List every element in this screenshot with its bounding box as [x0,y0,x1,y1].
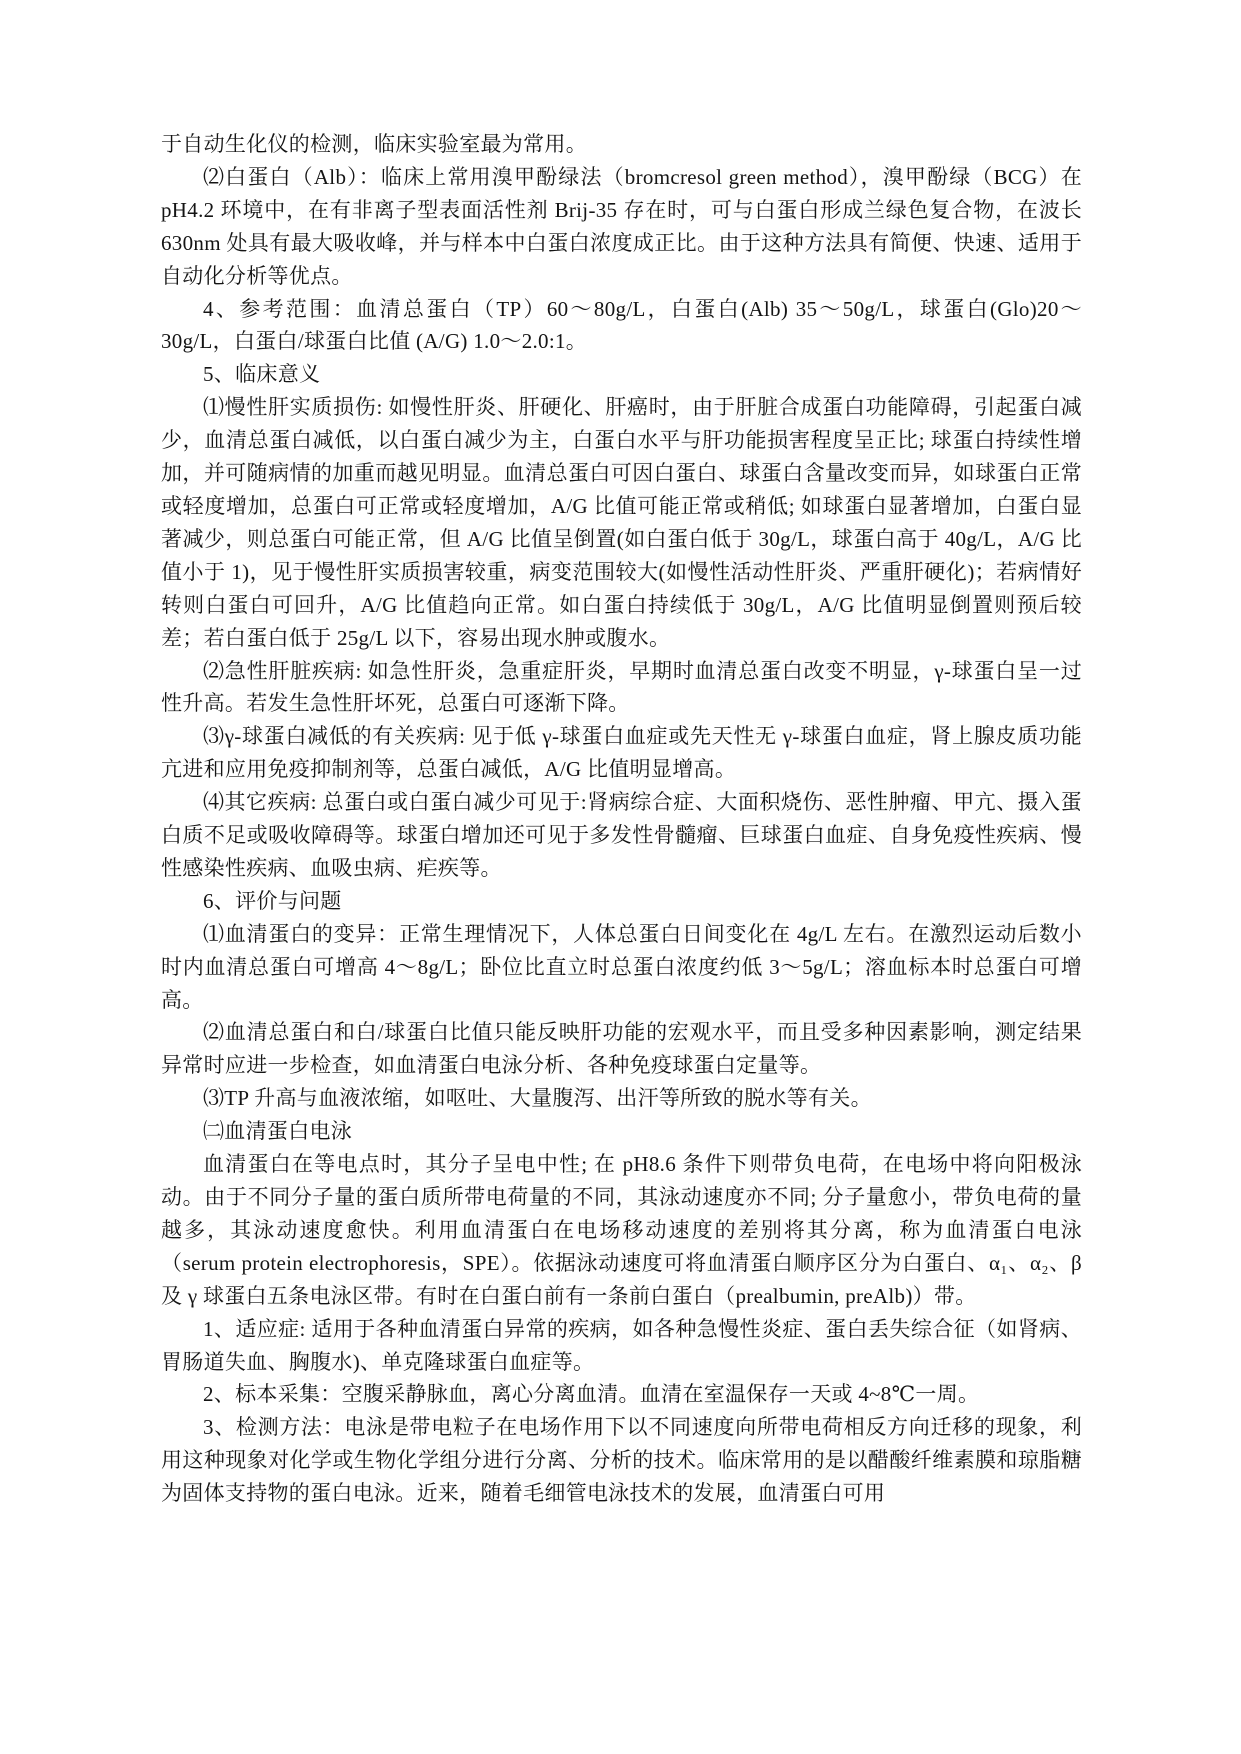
paragraph: ⑷其它疾病: 总蛋白或白蛋白减少可见于:肾病综合症、大面积烧伤、恶性肿瘤、甲亢、摄入蛋白质不足或吸收障碍等。球蛋白增加还可见于多发性骨髓瘤、巨球蛋白血症、自身免疫性疾病、慢性感染性疾病、血吸虫病、疟疾等。 [161,790,1082,880]
paragraph: ⑵白蛋白（Alb）：临床上常用溴甲酚绿法（bromcresol green method），溴甲酚绿（BCG）在 pH4.2 环境中，在有非离子型表面活性剂 Brij-35 存在时，可与白蛋白形成兰绿色复合物，在波长 630nm 处具有最大吸收峰，并与样本中白蛋白浓度成正比。由于这种方法具有简便、快速、适用于自动化分析等优点。 [161,164,1082,288]
paragraph: ⑵急性肝脏疾病: 如急性肝炎，急重症肝炎，早期时血清总蛋白改变不明显，γ-球蛋白呈一过性升高。若发生急性肝坏死，总蛋白可逐渐下降。 [161,658,1082,716]
paragraph: ⑵血清总蛋白和白/球蛋白比值只能反映肝功能的宏观水平，而且受多种因素影响，测定结果异常时应进一步检查，如血清蛋白电泳分析、各种免疫球蛋白定量等。 [161,1020,1082,1078]
paragraph: ⑴血清蛋白的变异：正常生理情况下，人体总蛋白日间变化在 4g/L 左右。在激烈运动后数小时内血清总蛋白可增高 4～8g/L；卧位比直立时总蛋白浓度约低 3～5g/L；溶血标本时总蛋白可增高。 [161,921,1082,1012]
paragraph: 6、评价与问题 [203,888,342,913]
paragraph: ⑶TP 升高与血液浓缩，如呕吐、大量腹泻、出汗等所致的脱水等有关。 [203,1086,872,1111]
paragraph: 5、临床意义 [203,362,321,387]
paragraph: 血清蛋白在等电点时，其分子呈电中性; 在 pH8.6 条件下则带负电荷，在电场中将向阳极泳动。由于不同分子量的蛋白质所带电荷量的不同，其泳动速度亦不同; 分子量愈小，带负电荷的量越多，其泳动速度愈快。利用血清蛋白在电场移动速度的差别将其分离，称为血清蛋白电泳（serum protein electrophoresis，SPE）。依据泳动速度可将血清蛋白顺序区分为白蛋白、α₁、α₂、β 及 γ 球蛋白五条电泳区带。有时在白蛋白前有一条前白蛋白（prealbumin, preAlb)）带。 [161,1152,1082,1308]
paragraph: 2、标本采集：空腹采静脉血，离心分离血清。血清在室温保存一天或 4~8℃一周。 [203,1382,980,1407]
paragraph: ⑶γ-球蛋白减低的有关疾病: 见于低 γ-球蛋白血症或先天性无 γ-球蛋白血症，肾上腺皮质功能亢进和应用免疫抑制剂等，总蛋白减低，A/G 比值明显增高。 [161,724,1082,782]
paragraph: 3、检测方法：电泳是带电粒子在电场作用下以不同速度向所带电荷相反方向迁移的现象，利用这种现象对化学或生物化学组分进行分离、分析的技术。临床常用的是以醋酸纤维素膜和琼脂糖为固体支持物的蛋白电泳。近来，随着毛细管电泳技术的发展，血清蛋白可用 [161,1415,1082,1506]
paragraph: 1、适应症: 适用于各种血清蛋白异常的疾病，如各种急慢性炎症、蛋白丢失综合征（如肾病、胃肠道失血、胸腹水)、单克隆球蛋白血症等。 [161,1316,1082,1374]
paragraph: 于自动生化仪的检测，临床实验室最为常用。 [161,132,587,156]
paragraph: ㈡血清蛋白电泳 [203,1119,353,1144]
paragraph: 4、参考范围：血清总蛋白（TP）60～80g/L，白蛋白(Alb) 35～50g/L，球蛋白(Glo)20～30g/L，白蛋白/球蛋白比值 (A/G) 1.0～2.0:1。 [161,296,1082,354]
document-body [161,128,1082,1510]
paragraph: ⑴慢性肝实质损伤: 如慢性肝炎、肝硬化、肝癌时，由于肝脏合成蛋白功能障碍，引起蛋白减少，血清总蛋白减低，以白蛋白减少为主，白蛋白水平与肝功能损害程度呈正比; 球蛋白持续性增加，并可随病情的加重而越见明显。血清总蛋白可因白蛋白、球蛋白含量改变而异，如球蛋白正常或轻度增加，总蛋白可正常或轻度增加，A/G 比值可能正常或稍低; 如球蛋白显著增加，白蛋白显著减少，则总蛋白可能正常，但 A/G 比值呈倒置(如白蛋白低于 30g/L，球蛋白高于 40g/L，A/G 比值小于 1)，见于慢性肝实质损害较重，病变范围较大(如慢性活动性肝炎、严重肝硬化)；若病情好转则白蛋白可回升，A/G 比值趋向正常。如白蛋白持续低于 30g/L，A/G 比值明显倒置则预后较差；若白蛋白低于 25g/L 以下，容易出现水肿或腹水。 [161,395,1082,650]
